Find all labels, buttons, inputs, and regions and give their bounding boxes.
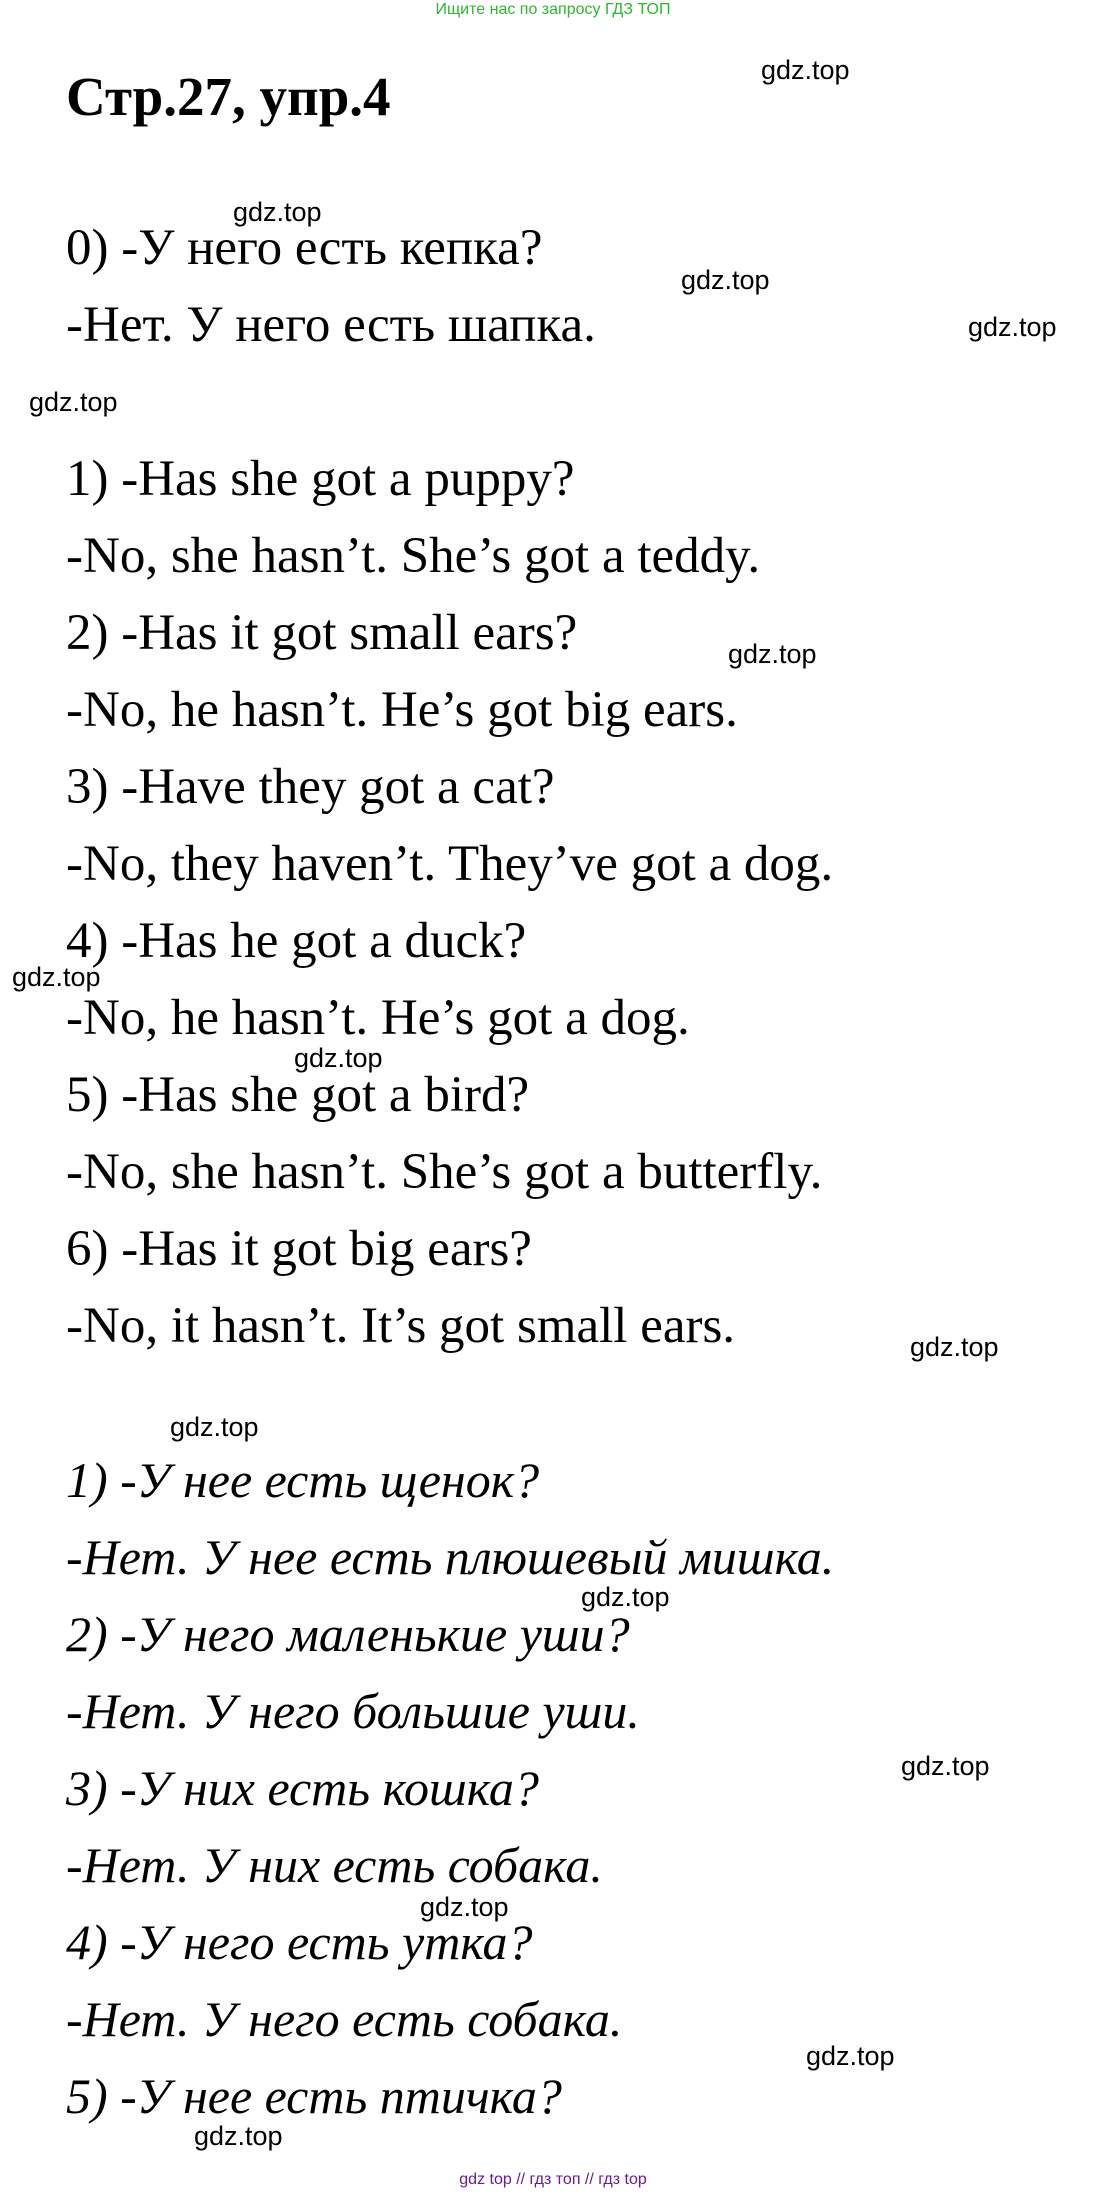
watermark: gdz.top bbox=[901, 1751, 990, 1781]
top-banner[interactable]: Ищите нас по запросу ГДЗ ТОП bbox=[435, 1, 671, 18]
example-line: -Нет. У него есть шапка. bbox=[66, 297, 596, 353]
watermark: gdz.top bbox=[968, 312, 1057, 342]
translation-line: -Нет. У него большие уши. bbox=[66, 1683, 640, 1739]
watermark: gdz.top bbox=[728, 639, 817, 669]
english-line: 6) -Has it got big ears? bbox=[66, 1221, 532, 1277]
translation-line: 2) -У него маленькие уши? bbox=[66, 1606, 630, 1662]
translation-line: 4) -У него есть утка? bbox=[66, 1914, 533, 1970]
watermark: gdz.top bbox=[294, 1043, 383, 1073]
translation-line: -Нет. У нее есть плюшевый мишка. bbox=[66, 1529, 835, 1585]
watermark: gdz.top bbox=[806, 2041, 895, 2071]
translation-line: -Нет. У них есть собака. bbox=[66, 1837, 603, 1893]
english-line: 5) -Has she got a bird? bbox=[66, 1067, 530, 1123]
watermark: gdz.top bbox=[233, 197, 322, 227]
english-line: -No, it hasn’t. It’s got small ears. bbox=[66, 1298, 736, 1354]
english-line: -No, he hasn’t. He’s got a dog. bbox=[66, 990, 690, 1046]
watermark: gdz.top bbox=[761, 55, 850, 85]
example-line: 0) -У него есть кепка? bbox=[66, 220, 543, 276]
english-line: -No, she hasn’t. She’s got a teddy. bbox=[66, 528, 761, 584]
translation-line: 5) -У нее есть птичка? bbox=[66, 2068, 562, 2124]
english-line: 1) -Has she got a puppy? bbox=[66, 451, 575, 507]
english-line: 4) -Has he got a duck? bbox=[66, 913, 527, 969]
watermark: gdz.top bbox=[29, 387, 118, 417]
translation-line: -Нет. У него есть собака. bbox=[66, 1991, 623, 2047]
watermark: gdz.top bbox=[194, 2121, 283, 2151]
watermark: gdz.top bbox=[12, 962, 101, 992]
english-line: -No, she hasn’t. She’s got a butterfly. bbox=[66, 1144, 823, 1200]
watermark: gdz.top bbox=[170, 1412, 259, 1442]
watermark: gdz.top bbox=[420, 1892, 509, 1922]
page-title: Стр.27, упр.4 bbox=[66, 66, 391, 127]
watermark: gdz.top bbox=[910, 1332, 999, 1362]
translation-line: 1) -У нее есть щенок? bbox=[66, 1452, 540, 1508]
bottom-banner[interactable]: gdz top // гдз топ // гдз top bbox=[459, 2171, 647, 2188]
english-line: 3) -Have they got a cat? bbox=[66, 759, 555, 815]
english-line: -No, they haven’t. They’ve got a dog. bbox=[66, 836, 834, 892]
english-line: 2) -Has it got small ears? bbox=[66, 605, 578, 661]
watermark: gdz.top bbox=[581, 1582, 670, 1612]
english-line: -No, he hasn’t. He’s got big ears. bbox=[66, 682, 738, 738]
watermark: gdz.top bbox=[681, 265, 770, 295]
translation-line: 3) -У них есть кошка? bbox=[66, 1760, 539, 1816]
